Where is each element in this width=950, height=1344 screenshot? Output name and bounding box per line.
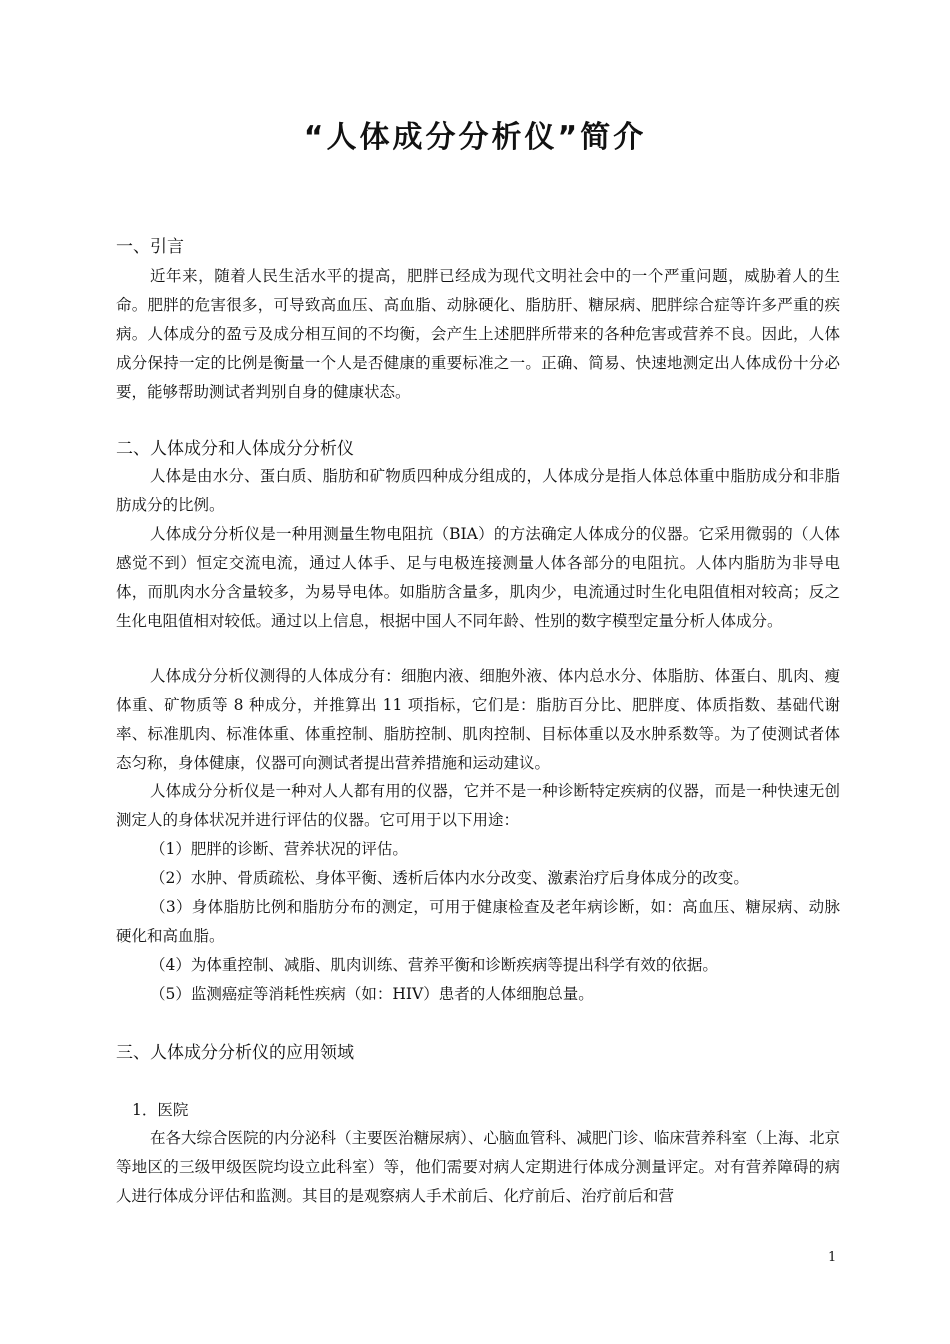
use-item-3: （3）身体脂肪比例和脂肪分布的测定，可用于健康检查及老年病诊断，如：高血压、糖尿病、动脉硬化和高血脂。 [116,898,840,945]
use-item-4: （4）为体重控制、减脂、肌肉训练、营养平衡和诊断疾病等提出科学有效的依据。 [150,956,718,974]
page-number: 1 [828,1250,837,1265]
intro-paragraph: 近年来，随着人民生活水平的提高，肥胖已经成为现代文明社会中的一个严重问题，威胁着人的生命。肥胖的危害很多，可导致高血压、高血脂、动脉硬化、脂肪肝、糖尿病、肥胖综合症等许多严重的疾病。人体成分的盈亏及成分相互间的不均衡，会产生上述肥胖所带来的各种危害或营养不良。因此，人体成分保持一定的比例是衡量一个人是否健康的重要标准之一。正确、简易、快速地测定出人体成份十分必要，能够帮助测试者判别自身的健康状态。 [116,267,840,401]
page-title: “人体成分分析仪”简介 [303,120,647,155]
hospital-paragraph: 在各大综合医院的内分泌科（主要医治糖尿病）、心脑血管科、减肥门诊、临床营养科室（上海、北京等地区的三级甲级医院均设立此科室）等，他们需要对病人定期进行体成分测量评定。对有营养障碍的病人进行体成分评估和监测。其目的是观察病人手术前后、化疗前后、治疗前后和营 [116,1129,840,1205]
section-heading-applications: 三、人体成分分析仪的应用领域 [116,1043,354,1063]
bia-paragraph: 人体成分分析仪是一种用测量生物电阻抗（BIA）的方法确定人体成分的仪器。它采用微弱的（人体感觉不到）恒定交流电流，通过人体手、足与电极连接测量人体各部分的电阻抗。人体内脂肪为非导电体，而肌肉水分含量较多，为易导电体。如脂肪含量多，肌肉少，电流通过时生化电阻值相对较高；反之生化电阻值相对较低。通过以上信息，根据中国人不同年龄、性别的数字模型定量分析人体成分。 [116,525,840,630]
body-composition-paragraph: 人体是由水分、蛋白质、脂肪和矿物质四种成分组成的，人体成分是指人体总体重中脂肪成分和非脂肪成分的比例。 [116,467,840,514]
use-item-5: （5）监测癌症等消耗性疾病（如：HIV）患者的人体细胞总量。 [150,985,594,1003]
uses-intro-paragraph: 人体成分分析仪是一种对人人都有用的仪器，它并不是一种诊断特定疾病的仪器，而是一种快速无创测定人的身体状况并进行评估的仪器。它可用于以下用途： [116,782,840,829]
section-heading-body-composition: 二、人体成分和人体成分分析仪 [116,439,354,459]
use-item-1: （1）肥胖的诊断、营养状况的评估。 [150,840,408,858]
subheading-hospital: 1．医院 [132,1101,189,1119]
use-item-2: （2）水肿、骨质疏松、身体平衡、透析后体内水分改变、激素治疗后身体成分的改变。 [150,869,749,887]
section-heading-intro: 一、引言 [116,237,184,257]
measurements-paragraph: 人体成分分析仪测得的人体成分有：细胞内液、细胞外液、体内总水分、体脂肪、体蛋白、肌肉、瘦体重、矿物质等 8 种成分，并推算出 11 项指标，它们是：脂肪百分比、肥胖度、体质指数、基础代谢率、标准肌肉、标准体重、体重控制、脂肪控制、肌肉控制、目标体重以及水肿系数等。为了使测试者体态匀称，身体健康，仪器可向测试者提出营养措施和运动建议。 [116,667,840,772]
